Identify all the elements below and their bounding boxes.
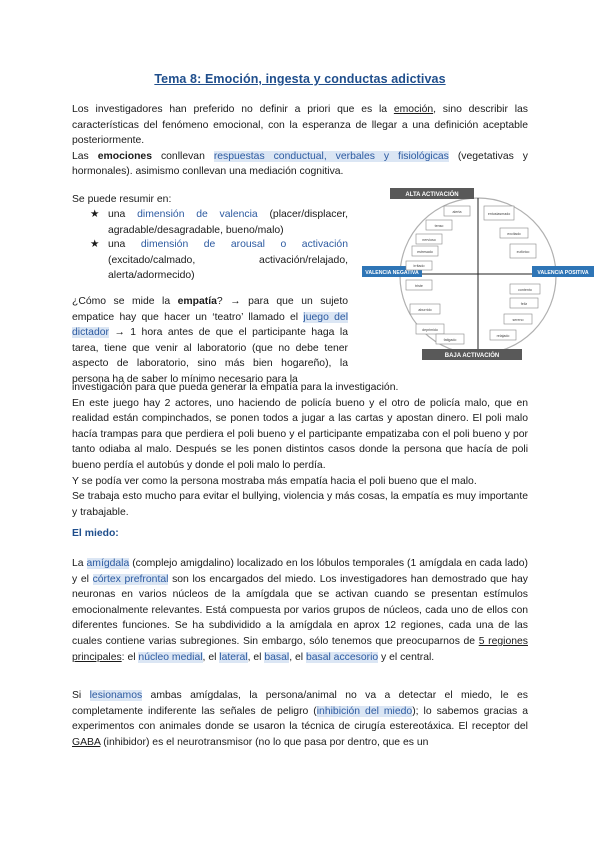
text-run: ); lo sabemos gracias a experimentos con animales donde se usaron la técnica de cirugía estereotáxica. El receptor del bbox=[72, 705, 528, 733]
label-negativa: VALENCIA NEGATIVA bbox=[365, 270, 419, 276]
miedo-paragraph bbox=[72, 556, 528, 665]
emotion-label: eufórico bbox=[516, 250, 530, 254]
emotion-label: aburrido bbox=[418, 308, 432, 312]
empatia-paragraph bbox=[72, 294, 348, 388]
text-run: , sino describir las características del fenómeno emocional, con la esperanza de llegar a una definición aceptable posteriormente. bbox=[72, 104, 528, 147]
text-run: son los encargados del miedo. Los investigadores han demostrado que hay neuronas en varios núcleos de la amígdala que se activan cuando se presentan estímulos emocionalmente relevantes. Está compuesta por varios grupos de núcleos, cada uno de ellos con diferentes funciones. Se ha subdividido a la amígdala en aprox 12 regiones, cada una de las cuales contiene varias subregiones. Sin embargo, sólo tenemos que preocuparnos de bbox=[72, 573, 528, 647]
star-bullet-icon: ★ bbox=[90, 239, 100, 250]
term-arousal: dimensión de arousal o activación bbox=[140, 239, 348, 250]
text-run: , el bbox=[202, 651, 220, 663]
emotion-label: alerta bbox=[452, 210, 462, 214]
emotion-label: contento bbox=[518, 288, 532, 292]
text-run: (complejo amigdalino) localizado en los lóbulos temporales (1 amígdala en cada lado) y el bbox=[72, 558, 528, 585]
star-bullet-icon: ★ bbox=[90, 209, 100, 220]
emotion-label: entusiasmado bbox=[487, 212, 511, 216]
term-basal-accesorio: basal accesorio bbox=[305, 651, 379, 663]
text-run: (placer/displacer, agradable/desagradable, bueno/malo) bbox=[108, 209, 348, 236]
text-run: ¿Cómo se mide la bbox=[72, 296, 178, 307]
term-emociones: emociones bbox=[97, 150, 152, 162]
text-run: → 1 hora antes de que el participante haga la tarea, tiene que venir al laboratorio (que no debe tener aspecto de laboratorio, sino más bien hogareño), la persona ha de saber lo mínimo necesario para la bbox=[72, 327, 348, 385]
emotion-label: deprimido bbox=[422, 328, 438, 332]
emotion-label: excitado bbox=[507, 232, 521, 236]
term-inhibicion-miedo: inhibición del miedo bbox=[316, 705, 413, 717]
text-run: Las bbox=[72, 150, 98, 162]
label-baja: BAJA ACTIVACIÓN bbox=[444, 353, 500, 359]
text-run: una bbox=[108, 239, 141, 250]
term-lesionamos: lesionamos bbox=[89, 690, 143, 701]
text-run: (vegetativas y hormonales). asimismo conllevan una mediación cognitiva. bbox=[72, 150, 528, 178]
term-empatia: empatía bbox=[177, 296, 217, 307]
label-positiva: VALENCIA POSITIVA bbox=[537, 270, 589, 276]
highlight-juego-dictador: juego del dictador bbox=[72, 311, 349, 339]
term-emocion: emoción bbox=[393, 104, 434, 115]
emotion-label: irritado bbox=[413, 264, 425, 268]
text-run: , el bbox=[247, 651, 265, 663]
empatia-continuation bbox=[72, 380, 528, 520]
empatia-paragraph-2: En este juego hay 2 actores, uno haciendo de policía bueno y el otro de policía malo, que en realidad están compinchados, se ponen todos a jugar a las cartas y apostan dinero. El poli malo hacía trampas para que perdiera el poli bueno y el participante empatizaba con el poli bueno y por tanto odiaba al malo. Después se les ponen distintos casos donde la persona que hacía de poli bueno perdía el autobús y donde el poli malo lo perdía. bbox=[72, 397, 528, 471]
term-lateral: lateral bbox=[219, 651, 248, 663]
term-5-regiones: 5 regiones principales bbox=[72, 635, 528, 663]
emotion-label: sereno bbox=[512, 318, 524, 322]
empatia-paragraph-4: Se trabaja esto mucho para evitar el bullying, violencia y más cosas, la empatía es muy importante y trabajable. bbox=[72, 491, 528, 518]
term-nucleo-medial: núcleo medial bbox=[138, 651, 203, 663]
text-run: , el bbox=[289, 651, 306, 663]
intro-paragraph-2 bbox=[72, 149, 528, 180]
text-run: : el bbox=[121, 651, 139, 663]
intro-paragraph-1 bbox=[72, 102, 528, 149]
emotion-label: estresado bbox=[417, 250, 433, 254]
text-run: ? → para que un sujeto empatice hay que hacer un ‘teatro’ llamado el bbox=[72, 296, 348, 323]
highlight-respuestas: respuestas conductual, verbales y fisiológicas bbox=[213, 150, 449, 162]
empatia-paragraph-3: Y se podía ver como la persona mostraba más empatía hacia el poli bueno que el malo. bbox=[72, 475, 477, 487]
emotion-label: triste bbox=[415, 284, 423, 288]
text-run: (inhibidor) es el neurotransmisor (no lo que pasa por dentro, que es un bbox=[100, 736, 429, 748]
term-amigdala: amígdala bbox=[86, 558, 130, 569]
intro-block bbox=[72, 102, 528, 180]
term-gaba: GABA bbox=[72, 736, 101, 748]
text-run: conllevan bbox=[152, 150, 214, 162]
text-run: Los investigadores han preferido no definir a priori que es la bbox=[72, 104, 394, 115]
term-cortex-prefrontal: córtex prefrontal bbox=[92, 573, 169, 585]
bullet-text bbox=[108, 207, 348, 238]
label-alta: ALTA ACTIVACIÓN bbox=[405, 192, 459, 198]
emotion-label: nervioso bbox=[422, 238, 436, 242]
summary-lead: Se puede resumir en: bbox=[72, 194, 172, 205]
emotion-label: fatigado bbox=[443, 338, 457, 342]
text-run: Si bbox=[72, 690, 90, 701]
emotion-label: relajado bbox=[496, 334, 510, 338]
bullet-arousal bbox=[90, 237, 348, 285]
text-run: y el central. bbox=[378, 651, 435, 663]
text-run: una bbox=[108, 209, 138, 220]
emotion-label: feliz bbox=[520, 302, 528, 306]
term-valencia: dimensión de valencia bbox=[137, 209, 258, 220]
emotion-label: tenso bbox=[434, 224, 444, 228]
lesion-paragraph bbox=[72, 688, 528, 750]
term-basal: basal bbox=[264, 651, 290, 663]
affect-circumplex-diagram bbox=[360, 186, 596, 366]
bullet-text bbox=[108, 237, 348, 284]
text-run: La bbox=[72, 558, 87, 569]
text-run: (excitado/calmado, activación/relajado, alerta/adormecido) bbox=[108, 254, 348, 282]
text-run: ambas amígdalas, la persona/animal no va a detectar el miedo, le es completamente indiferente las señales de peligro ( bbox=[72, 690, 528, 717]
empatia-cont-line: investigación para que pueda generar la empatía para la investigación. bbox=[72, 382, 399, 393]
section-heading-miedo: El miedo: bbox=[72, 528, 119, 539]
page-title: Tema 8: Emoción, ingesta y conductas adictivas bbox=[154, 72, 446, 86]
